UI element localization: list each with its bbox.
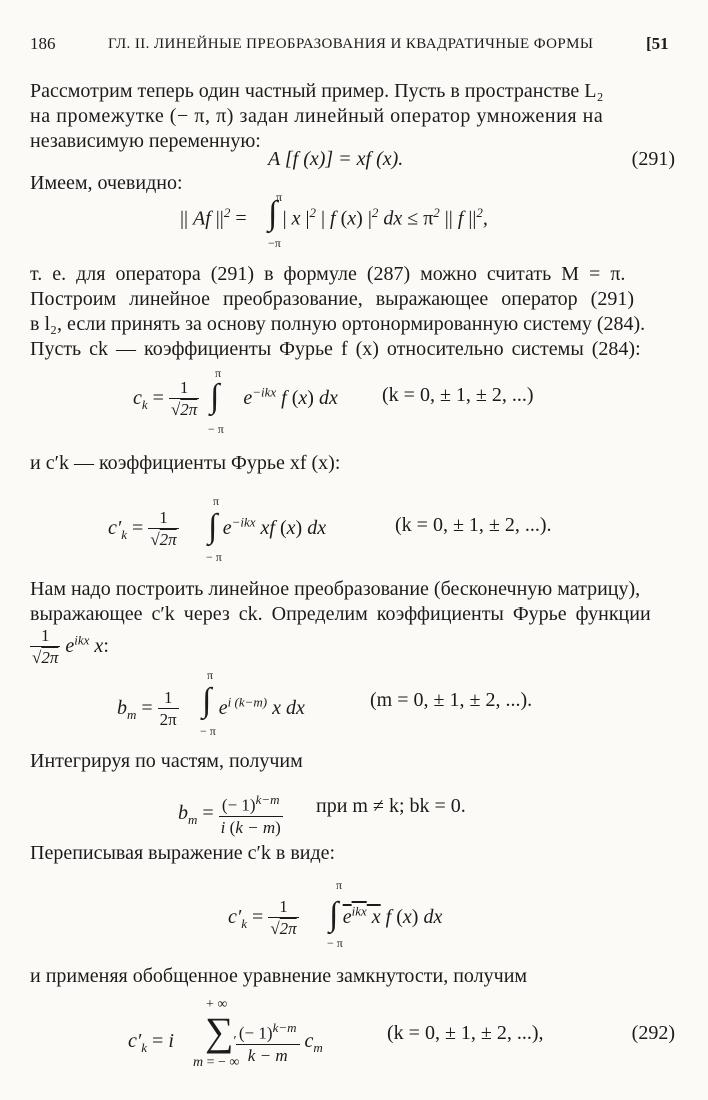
lower-limit: − π — [200, 724, 216, 738]
text-line — [30, 172, 675, 195]
upper-limit: π — [215, 366, 222, 380]
text-line — [30, 578, 675, 601]
page-number: 186 — [30, 34, 56, 53]
text-line — [30, 338, 675, 361]
equation-291: A [f (x)] = xf (x). — [268, 148, 404, 170]
text-span: выражающее c′k через ck. Определим коэффициенты Фурье функции — [30, 603, 651, 625]
text-line — [30, 965, 675, 988]
bm-range: (m = 0, ± 1, ± 2, ...). — [370, 689, 533, 711]
text-line — [30, 288, 675, 311]
lower-limit: −π — [268, 236, 281, 250]
sum-lower: m = − ∞ — [193, 1055, 240, 1070]
text-line — [30, 750, 675, 773]
text-line — [30, 452, 675, 475]
running-title: ГЛ. II. ЛИНЕЙНЫЕ ПРЕОБРАЗОВАНИЯ И КВАДРАТИЧНЫЕ ФОРМЫ — [108, 36, 594, 52]
lower-limit: − π — [206, 550, 222, 564]
integral-sign: ∫ — [202, 682, 212, 719]
text-span: т. е. для оператора (291) в формуле (287) можно считать M = π. — [30, 263, 626, 285]
ck-prime-formula: $c'_k$ = $\frac{1}{√2\pi}$ $e^{-ikx}$ xf (x) dx — [108, 508, 327, 549]
ck-prime-range: (k = 0, ± 1, ± 2, ...). — [395, 514, 552, 536]
integral-sign: ∫ — [208, 508, 218, 545]
text-span: в l₂, если принять за основу полную ортонормированную систему (284). — [30, 313, 646, 335]
text-span: Переписывая выражение c′k в виде: — [30, 842, 336, 864]
text-line — [30, 105, 675, 128]
fourier-function: $\frac{1}{√2\pi}$ $e^{ikx}$ x: — [32, 626, 109, 667]
text-span: Нам надо построить линейное преобразование (бесконечную матрицу), — [30, 578, 641, 600]
upper-limit: π — [336, 878, 343, 892]
text-span: и применяя обобщенное уравнение замкнутости, получим — [30, 965, 528, 987]
ck-range: (k = 0, ± 1, ± 2, ...) — [382, 384, 534, 406]
eq292-range: (k = 0, ± 1, ± 2, ...), — [387, 1022, 544, 1044]
bm-formula: $b_m$ = $\frac{1}{2\pi}$ $e^{i (k-m)}$ x dx — [117, 688, 305, 729]
equation-number-292: (292) — [631, 1022, 675, 1044]
upper-limit: π — [276, 190, 283, 204]
equation-number-291: (291) — [631, 148, 675, 170]
integral-sign: ∫ — [268, 195, 278, 232]
text-line — [30, 603, 675, 626]
sum-upper: + ∞ — [206, 997, 228, 1012]
text-line — [30, 80, 675, 103]
ck-formula: $c_k$ = $\frac{1}{√2\pi}$ $e^{-ikx}$ f (x) dx — [133, 378, 338, 419]
lower-limit: − π — [208, 422, 224, 436]
bm-result: $b_m$ = $\frac{(- 1)^{k-m}}{i (k - m)}$ — [178, 792, 281, 837]
norm-inequality: || Af $||^2$ = | x $|^2$ | f (x) $|^2$ dx ≤ $\pi^2$ || f $||^2$, — [180, 205, 488, 230]
text-span: независимую переменную: — [30, 130, 261, 152]
ck-prime-rewritten: $c'_k$ = $\frac{1}{√2\pi}$ $e^{ikx}$ x f (x) dx — [228, 897, 443, 938]
sum-sign: ∑′ — [205, 1009, 237, 1054]
section-number: [51 — [646, 34, 669, 53]
text-span: Построим линейное преобразование, выражающее оператор (291) — [30, 288, 634, 310]
lower-limit: − π — [327, 936, 343, 950]
upper-limit: π — [207, 668, 214, 682]
text-span: Пусть ck — коэффициенты Фурье f (x) относительно системы (284): — [30, 338, 641, 360]
text-line — [30, 313, 675, 336]
bm-condition: при m ≠ k; bk = 0. — [316, 795, 466, 817]
upper-limit: π — [213, 494, 220, 508]
text-span: на промежутке (− π, π) задан линейный оператор умножения на — [30, 105, 604, 127]
integral-sign: ∫ — [210, 378, 220, 415]
text-span: Имеем, очевидно: — [30, 172, 183, 194]
text-span: и c′k — коэффициенты Фурье xf (x): — [30, 452, 341, 474]
text-span: Рассмотрим теперь один частный пример. Пусть в пространстве L₂ — [30, 80, 604, 102]
text-span: Интегрируя по частям, получим — [30, 750, 303, 772]
text-line — [30, 263, 675, 286]
text-line — [30, 842, 675, 865]
integral-sign: ∫ — [329, 896, 339, 933]
equation-292: $c'_k = i$ $\frac{(- 1)^{k-m}}{k - m}$ $c_m$ — [128, 1020, 323, 1065]
